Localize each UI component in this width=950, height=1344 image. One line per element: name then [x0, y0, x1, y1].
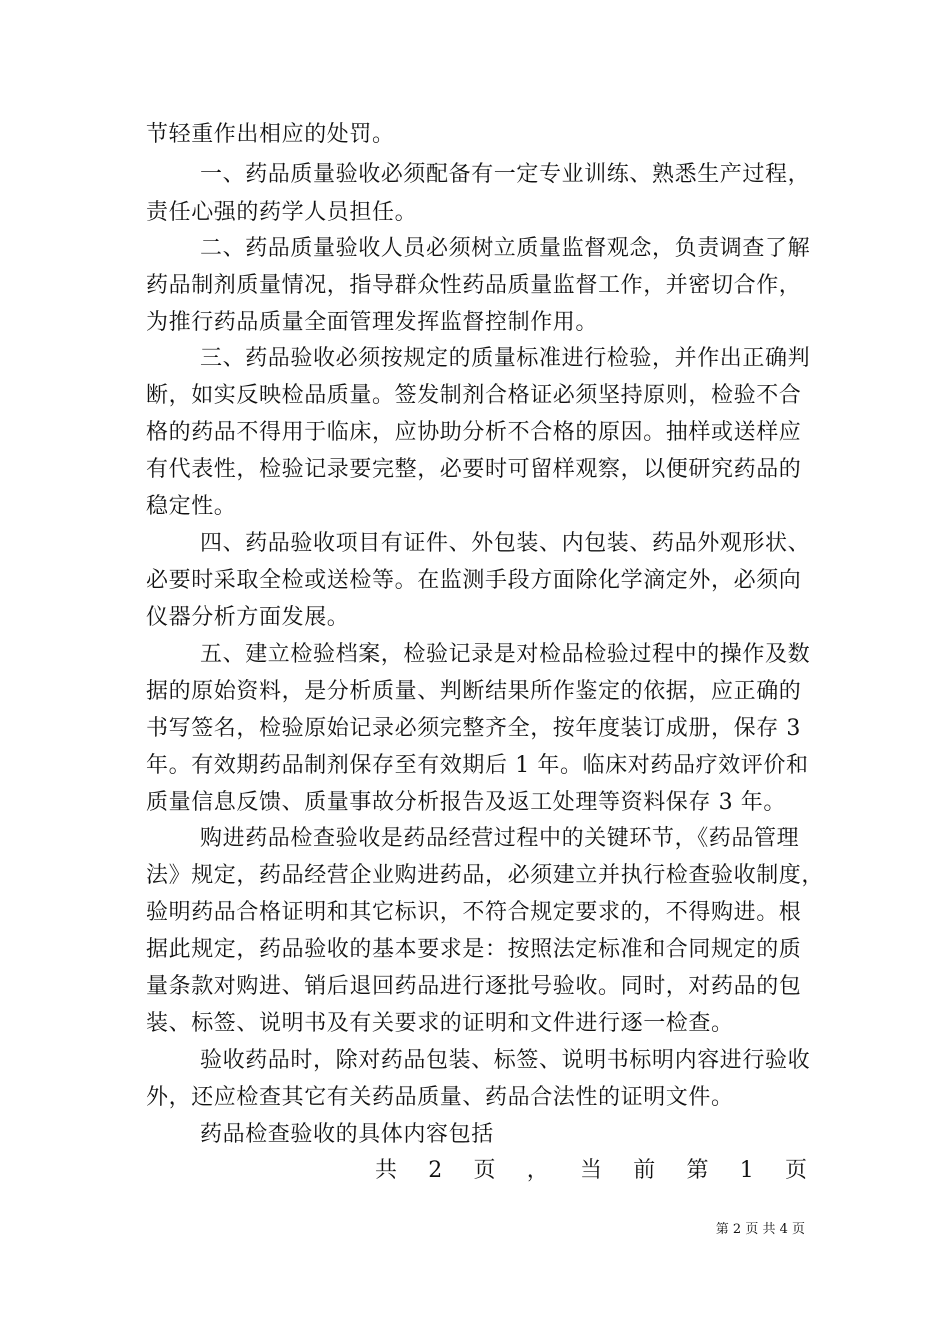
body-line: 量条款对购进、销后退回药品进行逐批号验收。同时，对药品的包: [146, 974, 802, 999]
body-line: 责任心强的药学人员担任。: [146, 200, 418, 225]
body-line: 为推行药品质量全面管理发挥监督控制作用。: [146, 310, 599, 335]
pagination-token: 共: [375, 1158, 398, 1183]
body-line: 四、药品验收项目有证件、外包装、内包装、药品外观形状、: [200, 531, 811, 556]
body-line: 书写签名，检验原始记录必须完整齐全，按年度装订成册，保存 3: [146, 716, 801, 741]
body-line: 年。有效期药品制剂保存至有效期后 1 年。临床对药品疗效评价和: [146, 753, 809, 778]
pagination-token: 页: [473, 1158, 496, 1183]
pagination-token: 2: [428, 1158, 443, 1183]
body-line: 购进药品检查验收是药品经营过程中的关键环节，《药品管理: [200, 826, 800, 851]
pagination-token: 第: [686, 1158, 709, 1183]
body-line: 有代表性，检验记录要完整，必要时可留样观察，以便研究药品的: [146, 457, 802, 482]
body-line: 装、标签、说明书及有关要求的证明和文件进行逐一检查。: [146, 1011, 734, 1036]
body-line: 一、药品质量验收必须配备有一定专业训练、熟悉生产过程，: [200, 162, 811, 187]
pagination-token: 1: [739, 1158, 754, 1183]
body-line: 断，如实反映检品质量。签发制剂合格证必须坚持原则，检验不合: [146, 383, 802, 408]
pagination-token: 当: [579, 1158, 602, 1183]
pagination-token: 页: [784, 1158, 807, 1183]
body-line: 二、药品质量验收人员必须树立质量监督观念，负责调查了解: [200, 236, 811, 261]
inline-pagination: [375, 1157, 807, 1185]
body-line: 据此规定，药品验收的基本要求是：按照法定标准和合同规定的质: [146, 937, 802, 962]
pagination-token: ，: [526, 1158, 549, 1183]
body-line: 外，还应检查其它有关药品质量、药品合法性的证明文件。: [146, 1085, 734, 1110]
body-line: 验收药品时，除对药品包装、标签、说明书标明内容进行验收: [200, 1048, 811, 1073]
body-line: 验明药品合格证明和其它标识，不符合规定要求的，不得购进。根: [146, 900, 802, 925]
body-line: 质量信息反馈、质量事故分析报告及返工处理等资料保存 3 年。: [146, 790, 786, 815]
body-line: 据的原始资料，是分析质量、判断结果所作鉴定的依据，应正确的: [146, 679, 802, 704]
body-line: 必要时采取全检或送检等。在监测手段方面除化学滴定外，必须向: [146, 568, 802, 593]
page-number: 第 2 页 共 4 页: [715, 1222, 805, 1237]
pagination-token: 前: [633, 1158, 656, 1183]
body-line: 药品检查验收的具体内容包括: [200, 1122, 494, 1147]
body-line: 药品制剂质量情况，指导群众性药品质量监督工作，并密切合作，: [146, 273, 802, 298]
body-line: 仪器分析方面发展。: [146, 605, 350, 630]
body-line: 法》规定，药品经营企业购进药品，必须建立并执行检查验收制度，: [146, 863, 825, 888]
body-line: 稳定性。: [146, 494, 237, 519]
body-line: 节轻重作出相应的处罚。: [146, 122, 395, 147]
body-line: 五、建立检验档案，检验记录是对检品检验过程中的操作及数: [200, 642, 811, 667]
body-line: 三、药品验收必须按规定的质量标准进行检验，并作出正确判: [200, 346, 811, 371]
body-line: 格的药品不得用于临床，应协助分析不合格的原因。抽样或送样应: [146, 420, 802, 445]
